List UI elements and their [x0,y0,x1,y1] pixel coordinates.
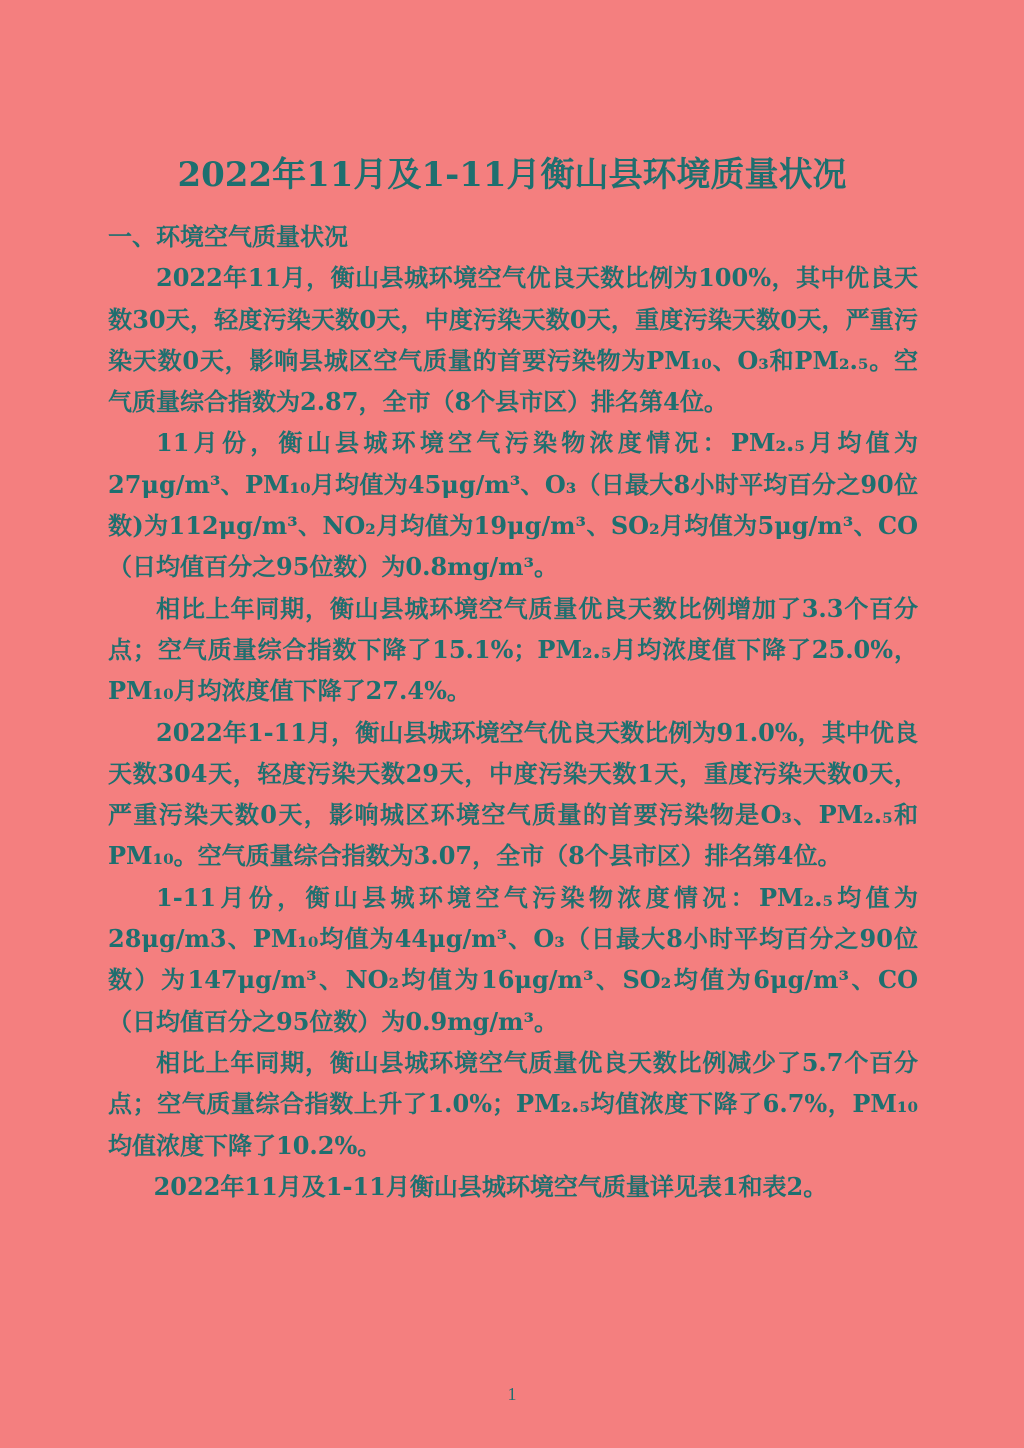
paragraph-november-concentrations: 11月份，衡山县城环境空气污染物浓度情况：PM₂.₅月均值为27μg/m³、PM₁₀月均值为45μg/m³、O₃（日最大8小时平均百分之90位数)为112μg/m³、NO₂月均值为19μg/m³、SO₂月均值为5μg/m³、CO（日均值百分之95位数）为0.8mg/m³。 [108,428,918,582]
paragraph-november-summary: 2022年11月，衡山县城环境空气优良天数比例为100%，其中优良天数30天，轻度污染天数0天，中度污染天数0天，重度污染天数0天，严重污染天数0天，影响县城区空气质量的首要污染物为PM₁₀、O₃和PM₂.₅。空气质量综合指数为2.87，全市（8个县市区）排名第4位。 [108,263,918,417]
page-title: 2022年11月及1-11月衡山县环境质量状况 [177,155,847,195]
paragraph-ytd-summary: 2022年1-11月，衡山县城环境空气优良天数比例为91.0%，其中优良天数304天，轻度污染天数29天，中度污染天数1天，重度污染天数0天，严重污染天数0天，影响城区环境空气质量的首要污染物是O₃、PM₂.₅和PM₁₀。空气质量综合指数为3.07，全市（8个县市区）排名第4位。 [108,717,918,871]
paragraph-ytd-concentrations: 1-11月份，衡山县城环境空气污染物浓度情况：PM₂.₅均值为28μg/m3、PM₁₀均值为44μg/m³、O₃（日最大8小时平均百分之90位数）为147μg/m³、NO₂均值为16μg/m³、SO₂均值为6μg/m³、CO（日均值百分之95位数）为0.9mg/m³。 [108,882,918,1036]
section-heading: 一、环境空气质量状况 [108,222,348,251]
paragraph-ytd-comparison: 相比上年同期，衡山县城环境空气质量优良天数比例减少了5.7个百分点；空气质量综合指数上升了1.0%；PM₂.₅均值浓度下降了6.7%，PM₁₀均值浓度下降了10.2%。 [108,1047,918,1160]
paragraph-table-reference: 2022年11月及1-11月衡山县城环境空气质量详见表1和表2。 [153,1171,828,1201]
page-number: 1 [507,1384,517,1404]
document-body [108,216,918,1207]
paragraph-november-comparison: 相比上年同期，衡山县城环境空气质量优良天数比例增加了3.3个百分点；空气质量综合指数下降了15.1%；PM₂.₅月均浓度值下降了25.0%，PM₁₀月均浓度值下降了27.4%。 [108,593,918,706]
